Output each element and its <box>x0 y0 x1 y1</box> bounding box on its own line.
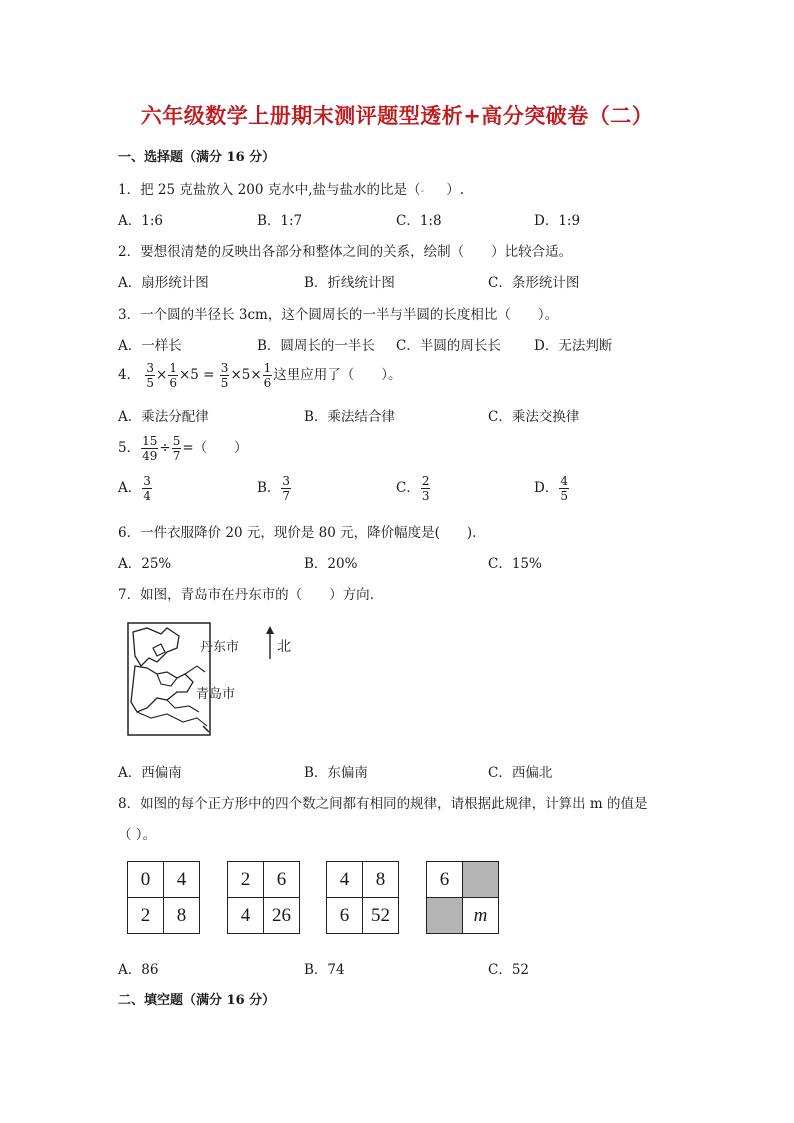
q1-option-c[interactable]: C．1:8 <box>396 213 442 229</box>
square-cell: 8 <box>164 898 200 934</box>
expression-part: ×5× <box>230 367 262 383</box>
q3-option-a[interactable]: A．一样长 <box>118 338 182 354</box>
number-square-4 <box>426 861 499 934</box>
q1-option-a[interactable]: A．1:6 <box>118 213 163 229</box>
question-4-number: 4． <box>118 367 141 383</box>
question-5-number: 5． <box>118 440 141 456</box>
square-cell: 8 <box>363 862 399 898</box>
q8-option-a[interactable]: A．86 <box>118 962 159 978</box>
q4-option-a[interactable]: A．乘法分配律 <box>118 409 209 425</box>
map-figure <box>127 622 211 736</box>
square-cell: 4 <box>164 862 200 898</box>
q1-option-b[interactable]: B．1:7 <box>257 213 303 229</box>
question-1-text: 1．把 25 克盐放入 200 克水中,盐与盐水的比是（ <box>118 182 421 198</box>
q1-option-d[interactable]: D．1:9 <box>534 213 581 229</box>
question-2: 2．要想很清楚的反映出各部分和整体之间的关系，绘制（ ）比较合适。 <box>118 244 573 260</box>
q2-option-b[interactable]: B．折线统计图 <box>304 275 395 291</box>
q6-option-b[interactable]: B．20% <box>304 556 358 572</box>
q2-option-a[interactable]: A．扇形统计图 <box>118 275 209 291</box>
section-heading-choice: 一、选择题（满分 16 分） <box>118 150 276 165</box>
q6-option-c[interactable]: C．15% <box>488 556 542 572</box>
q3-option-c[interactable]: C．半圆的周长长 <box>396 338 501 354</box>
page-title: 六年级数学上册期末测评题型透析+高分突破卷（二） <box>140 104 654 128</box>
q5-option-b[interactable]: B． $\frac{3}{7}$ <box>257 474 291 503</box>
fraction: $\frac{5}{7}$ <box>172 434 181 463</box>
q3-option-d[interactable]: D．无法判断 <box>534 338 613 354</box>
number-square-3 <box>326 861 399 934</box>
section-heading-fill: 二、填空题（满分 16 分） <box>118 993 276 1008</box>
square-cell: 6 <box>264 862 300 898</box>
question-3: 3．一个圆的半径长 3cm，这个圆周长的一半与半圆的长度相比（ ）。 <box>118 307 559 323</box>
question-8-line-1: 8．如图的每个正方形中的四个数之间都有相同的规律，请根据此规律，计算出 m 的值是 <box>118 796 648 812</box>
question-7: 7．如图，青岛市在丹东市的（ ）方向. <box>118 587 374 603</box>
fraction: $\frac{15}{49}$ <box>142 434 158 463</box>
square-cell: 4 <box>228 898 264 934</box>
q7-option-c[interactable]: C．西偏北 <box>488 765 553 781</box>
map-label-dandong-text: 丹东市 <box>200 640 240 655</box>
square-cell: 6 <box>327 898 363 934</box>
shaded-cell <box>463 862 499 898</box>
square-cell: 2 <box>228 862 264 898</box>
q5-option-d[interactable]: D． $\frac{4}{5}$ <box>534 474 568 503</box>
question-8-line-2: （ ）。 <box>118 827 157 843</box>
fraction: $\frac{3}{5}$ <box>146 361 155 390</box>
question-4: 4． $\frac{3}{5}$ × $\frac{1}{6}$ ×5 = $\frac{3}{5}$ ×5× $\frac{1}{6}$ 这里应用了（ ）。 <box>118 361 402 390</box>
square-cell: 6 <box>427 862 463 898</box>
q7-option-b[interactable]: B．东偏南 <box>304 765 368 781</box>
north-label: 北 <box>277 639 291 655</box>
question-1 <box>118 178 464 198</box>
number-square-2 <box>227 861 300 934</box>
q4-option-c[interactable]: C．乘法交换律 <box>488 409 580 425</box>
answer-mark: - <box>420 184 425 197</box>
q4-option-b[interactable]: B．乘法结合律 <box>304 409 395 425</box>
number-square-1 <box>127 861 200 934</box>
square-cell: 26 <box>264 898 300 934</box>
q5-option-c[interactable]: C． $\frac{2}{3}$ <box>396 474 430 503</box>
map-label-qingdao-text: 青岛市 <box>196 687 236 702</box>
fraction: $\frac{1}{6}$ <box>263 361 272 390</box>
question-4-tail: 这里应用了（ ）。 <box>273 367 402 383</box>
square-cell: 4 <box>327 862 363 898</box>
expression-part: ×5 = <box>178 367 215 383</box>
square-cell: 52 <box>363 898 399 934</box>
fraction: $\frac{3}{5}$ <box>220 361 229 390</box>
q5-option-a[interactable]: A． $\frac{3}{4}$ <box>118 474 151 503</box>
q2-option-c[interactable]: C．条形统计图 <box>488 275 580 291</box>
fraction: $\frac{1}{6}$ <box>169 361 177 390</box>
shaded-cell <box>427 898 463 934</box>
q8-option-c[interactable]: C．52 <box>488 962 530 978</box>
q3-option-b[interactable]: B．圆周长的一半长 <box>257 338 375 354</box>
question-5-tail: =（ ） <box>182 440 248 456</box>
q8-option-b[interactable]: B．74 <box>304 962 345 978</box>
q6-option-a[interactable]: A．25% <box>118 556 172 572</box>
divide-sign: ÷ <box>159 440 171 456</box>
question-6: 6．一件衣服降价 20 元，现价是 80 元，降价幅度是( ). <box>118 525 477 541</box>
q7-option-a[interactable]: A．西偏南 <box>118 765 182 781</box>
square-cell: 2 <box>128 898 164 934</box>
question-5 <box>118 434 248 463</box>
question-1-tail: ）. <box>446 182 465 198</box>
square-cell: 0 <box>128 862 164 898</box>
unknown-m-cell: m <box>463 898 499 934</box>
